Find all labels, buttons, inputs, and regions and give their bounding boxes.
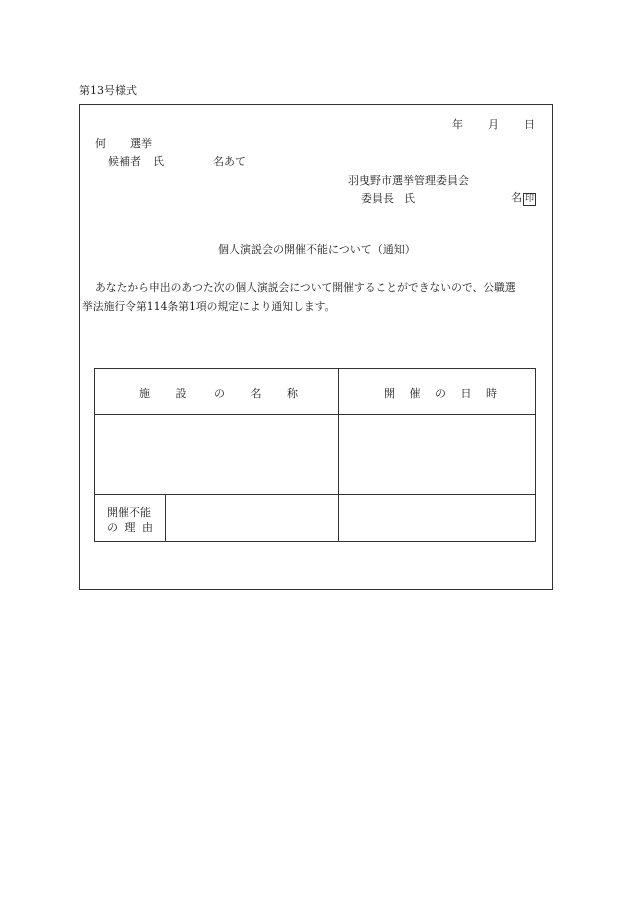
notice-title: 個人演説会の開催不能について（通知） <box>218 243 416 256</box>
candidate-name-label: 氏 <box>153 155 164 168</box>
form-number: 第13号様式 <box>79 84 137 97</box>
seal-mark: 印 <box>525 194 535 204</box>
date-month: 月 <box>488 118 499 131</box>
table-header-divider <box>94 414 535 415</box>
datetime-header-char: 催 <box>409 387 421 400</box>
chair-label: 委員長 <box>361 192 394 205</box>
candidate-label: 候補者 <box>108 155 141 168</box>
datetime-header-char: の <box>435 387 446 400</box>
datetime-header-char: 時 <box>486 387 497 400</box>
datetime-header-char: 開 <box>384 387 395 400</box>
datetime-header-char: 日 <box>460 387 472 400</box>
election-suffix: 選挙 <box>130 137 152 150</box>
facility-header-char: 名 <box>250 387 262 400</box>
table-col-divider <box>338 368 339 541</box>
chair-signature <box>511 189 536 206</box>
name-char: 名 <box>511 191 522 204</box>
facility-header-char: 称 <box>287 387 298 400</box>
issuer-organization: 羽曳野市選挙管理委員会 <box>348 174 469 187</box>
facility-header-char: 設 <box>175 387 187 400</box>
body-line-1: あなたから申出のあつた次の個人演説会について開催することができないので、公職選 <box>95 281 516 294</box>
facility-header-char: 施 <box>139 387 150 400</box>
reason-label-line-2 <box>107 519 153 535</box>
date-year: 年 <box>452 118 463 131</box>
body-line-2: 挙法施行令第114条第1項の規定により通知します。 <box>82 300 336 313</box>
facility-name-header <box>139 385 298 401</box>
reason-label-char: の <box>107 521 118 534</box>
date-day: 日 <box>524 118 535 131</box>
reason-label-char: 由 <box>142 521 153 534</box>
reason-label-line-1: 開催不能 <box>107 506 151 519</box>
reason-label-divider <box>165 494 166 541</box>
facility-header-char: の <box>214 387 225 400</box>
reason-label-char: 理 <box>124 521 136 534</box>
addressee-suffix: 名あて <box>213 155 246 168</box>
chair-name-label: 氏 <box>404 192 415 205</box>
datetime-header <box>384 385 497 401</box>
table-reason-divider <box>94 494 535 495</box>
election-prefix: 何 <box>95 137 106 150</box>
